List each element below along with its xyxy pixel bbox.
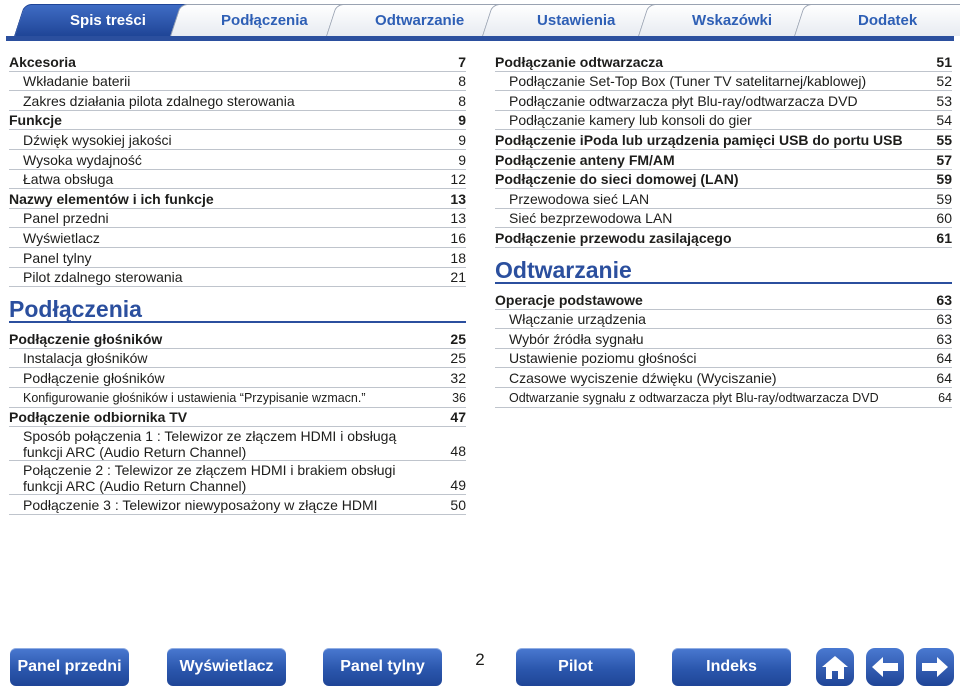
toc-entry-row[interactable] bbox=[495, 72, 952, 92]
toc-entry-row[interactable] bbox=[9, 91, 466, 111]
toc-page-number: 52 bbox=[936, 73, 952, 90]
toc-chapter-row[interactable] bbox=[495, 52, 952, 72]
toc-entry-label: Podłączenie 3 : Telewizor niewyposażony w złącze HDMI bbox=[23, 496, 378, 513]
toc-page-number: 13 bbox=[450, 210, 466, 227]
toc-page-number: 9 bbox=[458, 112, 466, 129]
toc-entry-label: Połączenie 2 : Telewizor ze złączem HDMI i brakiem obsługi funkcji ARC (Audio Return Channel) bbox=[23, 462, 396, 495]
toc-chapter-row[interactable] bbox=[495, 130, 952, 150]
toc-page-number: 57 bbox=[936, 151, 952, 168]
toc-entry-row[interactable] bbox=[9, 170, 466, 190]
toc-entry-row[interactable] bbox=[9, 209, 466, 229]
toc-page-number: 36 bbox=[452, 390, 466, 405]
toc-chapter-row[interactable] bbox=[9, 52, 466, 72]
toc-entry-label: Wybór źródła sygnału bbox=[509, 330, 644, 347]
tab-label: Dodatek bbox=[858, 12, 918, 29]
toc-page-number: 25 bbox=[450, 330, 466, 347]
tab-label: Wskazówki bbox=[692, 12, 773, 29]
toc-entry-label: Pilot zdalnego sterowania bbox=[23, 269, 183, 286]
toc-entry-row[interactable] bbox=[495, 209, 952, 229]
nav-panel-tylny-button[interactable]: Panel tylny bbox=[323, 648, 442, 686]
nav-indeks-button[interactable]: Indeks bbox=[672, 648, 791, 686]
nav-pilot-button[interactable]: Pilot bbox=[516, 648, 635, 686]
toc-entry-label: Podłączanie kamery lub konsoli do gier bbox=[509, 112, 752, 129]
page-number: 2 bbox=[475, 650, 485, 669]
toc-chapter-row[interactable] bbox=[9, 408, 466, 428]
toc-entry-row[interactable] bbox=[9, 427, 466, 461]
toc-page-number: 64 bbox=[936, 350, 952, 367]
toc-entry-label: Wyświetlacz bbox=[23, 229, 100, 246]
toc-chapter-row[interactable] bbox=[495, 170, 952, 190]
tab-label: Odtwarzanie bbox=[375, 12, 465, 29]
toc-page-number: 7 bbox=[458, 53, 466, 70]
forward-button[interactable] bbox=[916, 648, 954, 686]
toc-chapter-row[interactable] bbox=[9, 189, 466, 209]
toc-entry-label: Podłączenie głośników bbox=[23, 369, 165, 386]
toc-page-number: 9 bbox=[458, 131, 466, 148]
toc-entry-row[interactable] bbox=[495, 189, 952, 209]
toc-left-column bbox=[9, 52, 466, 515]
tab-dodatek[interactable] bbox=[794, 4, 960, 36]
toc-page-number: 55 bbox=[936, 131, 952, 148]
home-icon bbox=[820, 653, 850, 681]
toc-entry-label: Podłączenie odbiornika TV bbox=[9, 409, 188, 426]
toc-page-number: 63 bbox=[936, 330, 952, 347]
toc-page-number: 64 bbox=[936, 369, 952, 386]
toc-right-column bbox=[495, 52, 952, 408]
toc-page-number: 59 bbox=[936, 171, 952, 188]
toc-page-number: 8 bbox=[458, 73, 466, 90]
back-button[interactable] bbox=[866, 648, 904, 686]
toc-entry-label: Zakres działania pilota zdalnego sterowania bbox=[23, 92, 295, 109]
toc-entry-row[interactable] bbox=[9, 349, 466, 369]
toc-entry-row[interactable] bbox=[9, 72, 466, 92]
toc-entry-label: Podłączenie anteny FM/AM bbox=[495, 151, 675, 168]
toc-page-number: 25 bbox=[450, 350, 466, 367]
toc-entry-label: Podłączanie Set-Top Box (Tuner TV satelitarnej/kablowej) bbox=[509, 73, 867, 90]
toc-chapter-row[interactable] bbox=[495, 290, 952, 310]
toc-page-number: 12 bbox=[450, 171, 466, 188]
toc-entry-row[interactable] bbox=[9, 130, 466, 150]
toc-entry-row[interactable] bbox=[495, 349, 952, 369]
forward-arrow-icon bbox=[919, 653, 951, 681]
toc-entry-row[interactable] bbox=[9, 228, 466, 248]
tab-label: Podłączenia bbox=[220, 12, 308, 29]
toc-entry-row[interactable] bbox=[495, 368, 952, 388]
toc-page-number: 53 bbox=[936, 92, 952, 109]
toc-entry-row[interactable] bbox=[9, 495, 466, 515]
toc-entry-label: Operacje podstawowe bbox=[495, 291, 643, 308]
toc-entry-label: Panel tylny bbox=[23, 249, 92, 266]
toc-entry-row[interactable] bbox=[495, 388, 952, 408]
toc-entry-row[interactable] bbox=[9, 268, 466, 288]
toc-page-number: 59 bbox=[936, 190, 952, 207]
toc-entry-label: Sieć bezprzewodowa LAN bbox=[509, 210, 673, 227]
toc-page-number: 13 bbox=[450, 190, 466, 207]
toc-entry-label: Sposób połączenia 1 : Telewizor ze złączem HDMI i obsługą funkcji ARC (Audio Return Channel) bbox=[23, 428, 397, 461]
tab-bar bbox=[0, 0, 960, 44]
toc-page-number: 61 bbox=[936, 229, 952, 246]
toc-entry-label: Odtwarzanie sygnału z odtwarzacza płyt Blu-ray/odtwarzacza DVD bbox=[509, 390, 879, 405]
toc-entry-label: Podłączanie odtwarzacza bbox=[495, 53, 664, 70]
toc-list bbox=[9, 329, 466, 515]
toc-entry-row[interactable] bbox=[495, 329, 952, 349]
toc-list bbox=[495, 290, 952, 408]
toc-entry-label: Włączanie urządzenia bbox=[509, 311, 646, 328]
toc-entry-label: Podłączanie odtwarzacza płyt Blu-ray/odtwarzacza DVD bbox=[509, 92, 858, 109]
toc-chapter-row[interactable] bbox=[9, 329, 466, 349]
section-title-podlaczenia: Podłączenia bbox=[9, 287, 466, 323]
back-arrow-icon bbox=[869, 653, 901, 681]
toc-entry-label: Dźwięk wysokiej jakości bbox=[23, 131, 172, 148]
toc-entry-label: Funkcje bbox=[9, 112, 62, 129]
toc-entry-label: Akcesoria bbox=[9, 53, 76, 70]
toc-page-number: 48 bbox=[450, 443, 466, 460]
toc-page-number: 8 bbox=[458, 92, 466, 109]
toc-entry-row[interactable] bbox=[495, 91, 952, 111]
toc-entry-label: Łatwa obsługa bbox=[23, 171, 114, 188]
home-button[interactable] bbox=[816, 648, 854, 686]
toc-entry-row[interactable] bbox=[9, 461, 466, 495]
toc-entry-row[interactable] bbox=[9, 388, 466, 408]
toc-page-number: 63 bbox=[936, 311, 952, 328]
toc-entry-label: Instalacja głośników bbox=[23, 350, 148, 367]
toc-entry-row[interactable] bbox=[495, 310, 952, 330]
toc-chapter-row[interactable] bbox=[9, 111, 466, 131]
toc-entry-row[interactable] bbox=[495, 111, 952, 131]
toc-entry-label: Przewodowa sieć LAN bbox=[509, 190, 650, 207]
toc-chapter-row[interactable] bbox=[495, 150, 952, 170]
toc-entry-label: Panel przedni bbox=[23, 210, 109, 227]
toc-entry-row[interactable] bbox=[9, 368, 466, 388]
toc-entry-label: Konfigurowanie głośników i ustawienia “Przypisanie wzmacn.” bbox=[23, 390, 366, 405]
toc-entry-label: Podłączenie do sieci domowej (LAN) bbox=[495, 171, 739, 188]
toc-page-number: 47 bbox=[450, 409, 466, 426]
toc-chapter-row[interactable] bbox=[495, 228, 952, 248]
toc-page-number: 51 bbox=[936, 53, 952, 70]
toc-page-number: 60 bbox=[936, 210, 952, 227]
toc-page-number: 50 bbox=[450, 496, 466, 513]
toc-page-number: 18 bbox=[450, 249, 466, 266]
section-title-odtwarzanie: Odtwarzanie bbox=[495, 248, 952, 284]
toc-entry-label: Wkładanie baterii bbox=[23, 73, 131, 90]
toc-entry-row[interactable] bbox=[9, 248, 466, 268]
tab-label: Ustawienia bbox=[536, 12, 616, 29]
toc-page-number: 32 bbox=[450, 369, 466, 386]
toc-page-number: 63 bbox=[936, 291, 952, 308]
toc-page-number: 16 bbox=[450, 229, 466, 246]
toc-page-number: 64 bbox=[938, 390, 952, 405]
toc-list bbox=[495, 52, 952, 248]
toc-entry-label: Ustawienie poziomu głośności bbox=[509, 350, 697, 367]
toc-page-number: 21 bbox=[450, 269, 466, 286]
toc-page-number: 54 bbox=[936, 112, 952, 129]
toc-entry-label: Wysoka wydajność bbox=[23, 151, 142, 168]
toc-page-number: 9 bbox=[458, 151, 466, 168]
nav-panel-przedni-button[interactable]: Panel przedni bbox=[10, 648, 129, 686]
toc-entry-row[interactable] bbox=[9, 150, 466, 170]
toc-entry-label: Czasowe wyciszenie dźwięku (Wyciszanie) bbox=[509, 369, 777, 386]
toc-entry-label: Nazwy elementów i ich funkcje bbox=[9, 190, 214, 207]
toc-entry-label: Podłączenie głośników bbox=[9, 330, 163, 347]
tab-label: Spis treści bbox=[70, 12, 146, 29]
toc-list bbox=[9, 52, 466, 287]
nav-wyswietlacz-button[interactable]: Wyświetlacz bbox=[167, 648, 286, 686]
toc-entry-label: Podłączenie iPoda lub urządzenia pamięci USB do portu USB bbox=[495, 131, 903, 148]
tab-underline bbox=[6, 36, 954, 41]
toc-entry-label: Podłączenie przewodu zasilającego bbox=[495, 229, 732, 246]
toc-page-number: 49 bbox=[450, 477, 466, 494]
